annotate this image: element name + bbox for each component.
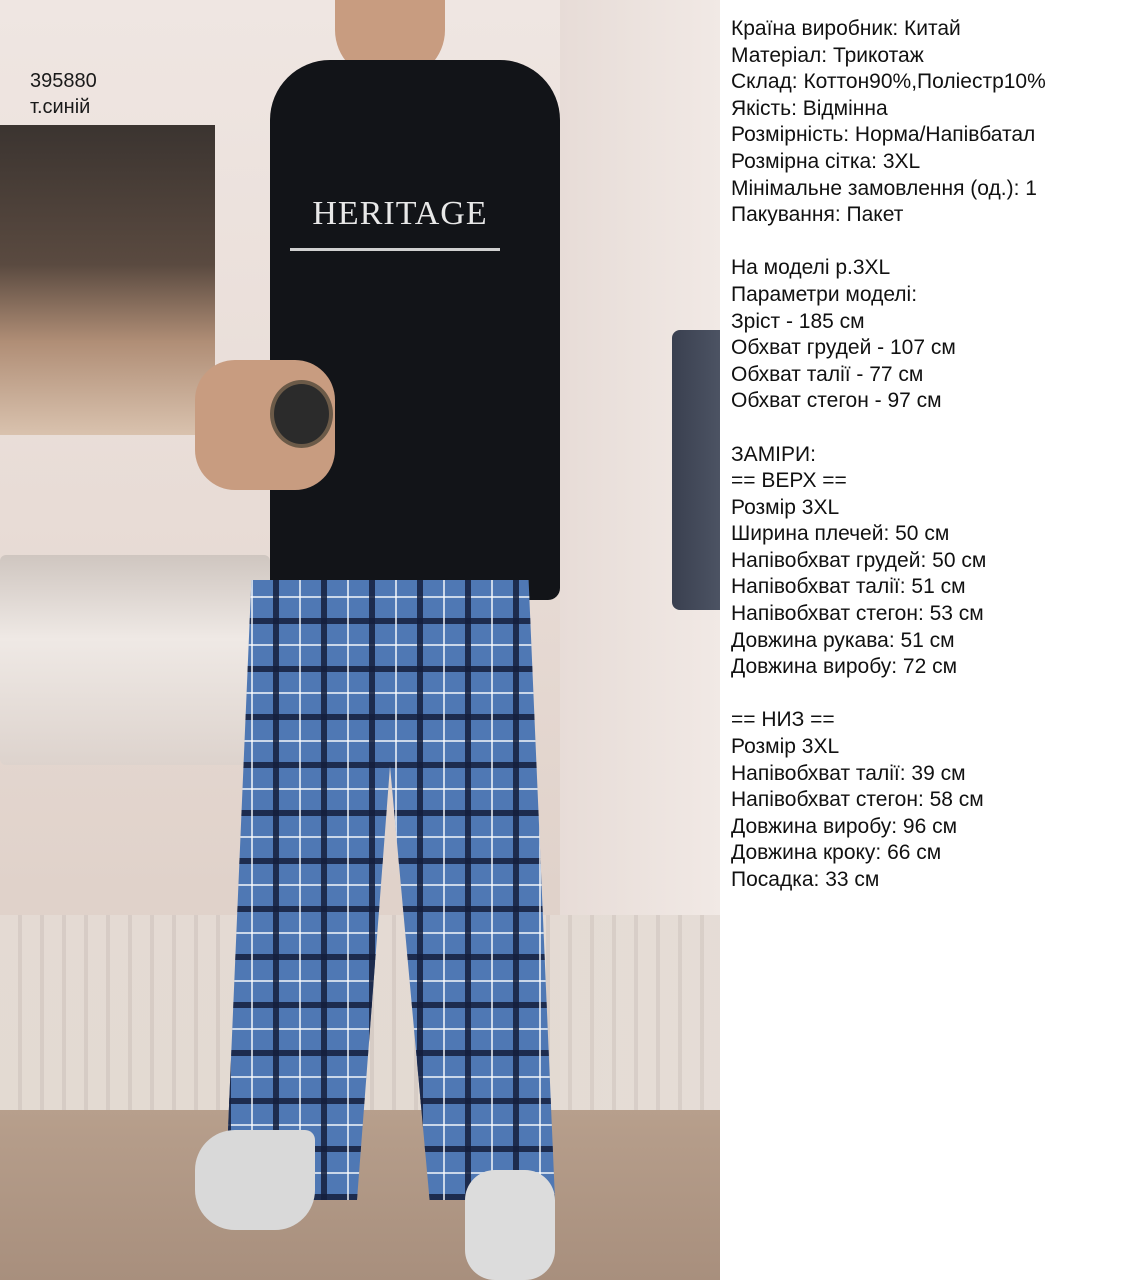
article-number: 395880 <box>30 70 97 92</box>
bottom-half-hips: Напівобхват стегон: 58 см <box>731 788 984 812</box>
wristwatch-icon <box>270 380 333 448</box>
top-half-hips: Напівобхват стегон: 53 см <box>731 602 984 626</box>
top-length: Довжина виробу: 72 см <box>731 655 958 679</box>
top-size: Розмір 3XL <box>731 495 840 519</box>
spec-sizing: Розмірність: Норма/Напівбатал <box>731 123 1036 147</box>
top-half-chest: Напівобхват грудей: 50 см <box>731 548 987 572</box>
spacer <box>731 415 1116 442</box>
left-sock <box>195 1130 315 1230</box>
model-params-heading: Параметри моделі: <box>731 282 918 306</box>
bottom-size: Розмір 3XL <box>731 735 840 759</box>
spec-composition: Склад: Коттон90%,Поліестр10% <box>731 70 1046 94</box>
model-size: На моделі р.3XL <box>731 256 891 280</box>
bottom-heading: == НИЗ == <box>731 708 835 732</box>
top-shoulder-width: Ширина плечей: 50 см <box>731 522 950 546</box>
hanging-coat <box>672 330 720 610</box>
model-height: Зріст - 185 см <box>731 309 865 333</box>
spec-material: Матеріал: Трикотаж <box>731 43 924 67</box>
bottom-half-waist: Напівобхват талії: 39 см <box>731 761 966 785</box>
bottom-measurements <box>731 707 1116 893</box>
specs-block <box>731 16 1116 229</box>
spec-size-grid: Розмірна сітка: 3XL <box>731 149 921 173</box>
article-label <box>30 68 97 120</box>
plaid-pajama-pants <box>225 580 555 1200</box>
model-hips: Обхват стегон - 97 см <box>731 389 942 413</box>
model-chest: Обхват грудей - 107 см <box>731 336 956 360</box>
bottom-length: Довжина виробу: 96 см <box>731 814 958 838</box>
spacer <box>731 681 1116 708</box>
pajama-shirt <box>270 60 560 600</box>
spacer <box>731 229 1116 256</box>
top-measurements <box>731 442 1116 681</box>
shirt-print-text: HERITAGE <box>312 195 488 232</box>
wall-painting <box>0 125 215 435</box>
bottom-inseam: Довжина кроку: 66 см <box>731 841 942 865</box>
spec-quality: Якість: Відмінна <box>731 96 888 120</box>
spec-min-order: Мінімальне замовлення (од.): 1 <box>731 176 1037 200</box>
right-sock <box>465 1170 555 1280</box>
top-heading: == ВЕРХ == <box>731 469 847 493</box>
bottom-rise: Посадка: 33 см <box>731 868 880 891</box>
spec-packaging: Пакування: Пакет <box>731 203 904 227</box>
product-info <box>731 16 1116 894</box>
color-name: т.синій <box>30 96 91 118</box>
top-sleeve-length: Довжина рукава: 51 см <box>731 628 955 652</box>
model-waist: Обхват талії - 77 см <box>731 362 924 386</box>
measurements-heading: ЗАМІРИ: <box>731 442 816 466</box>
top-half-waist: Напівобхват талії: 51 см <box>731 575 966 599</box>
model-figure <box>195 0 565 1280</box>
spec-country: Країна виробник: Китай <box>731 17 961 40</box>
model-block <box>731 255 1116 415</box>
shirt-print-line <box>290 248 500 251</box>
